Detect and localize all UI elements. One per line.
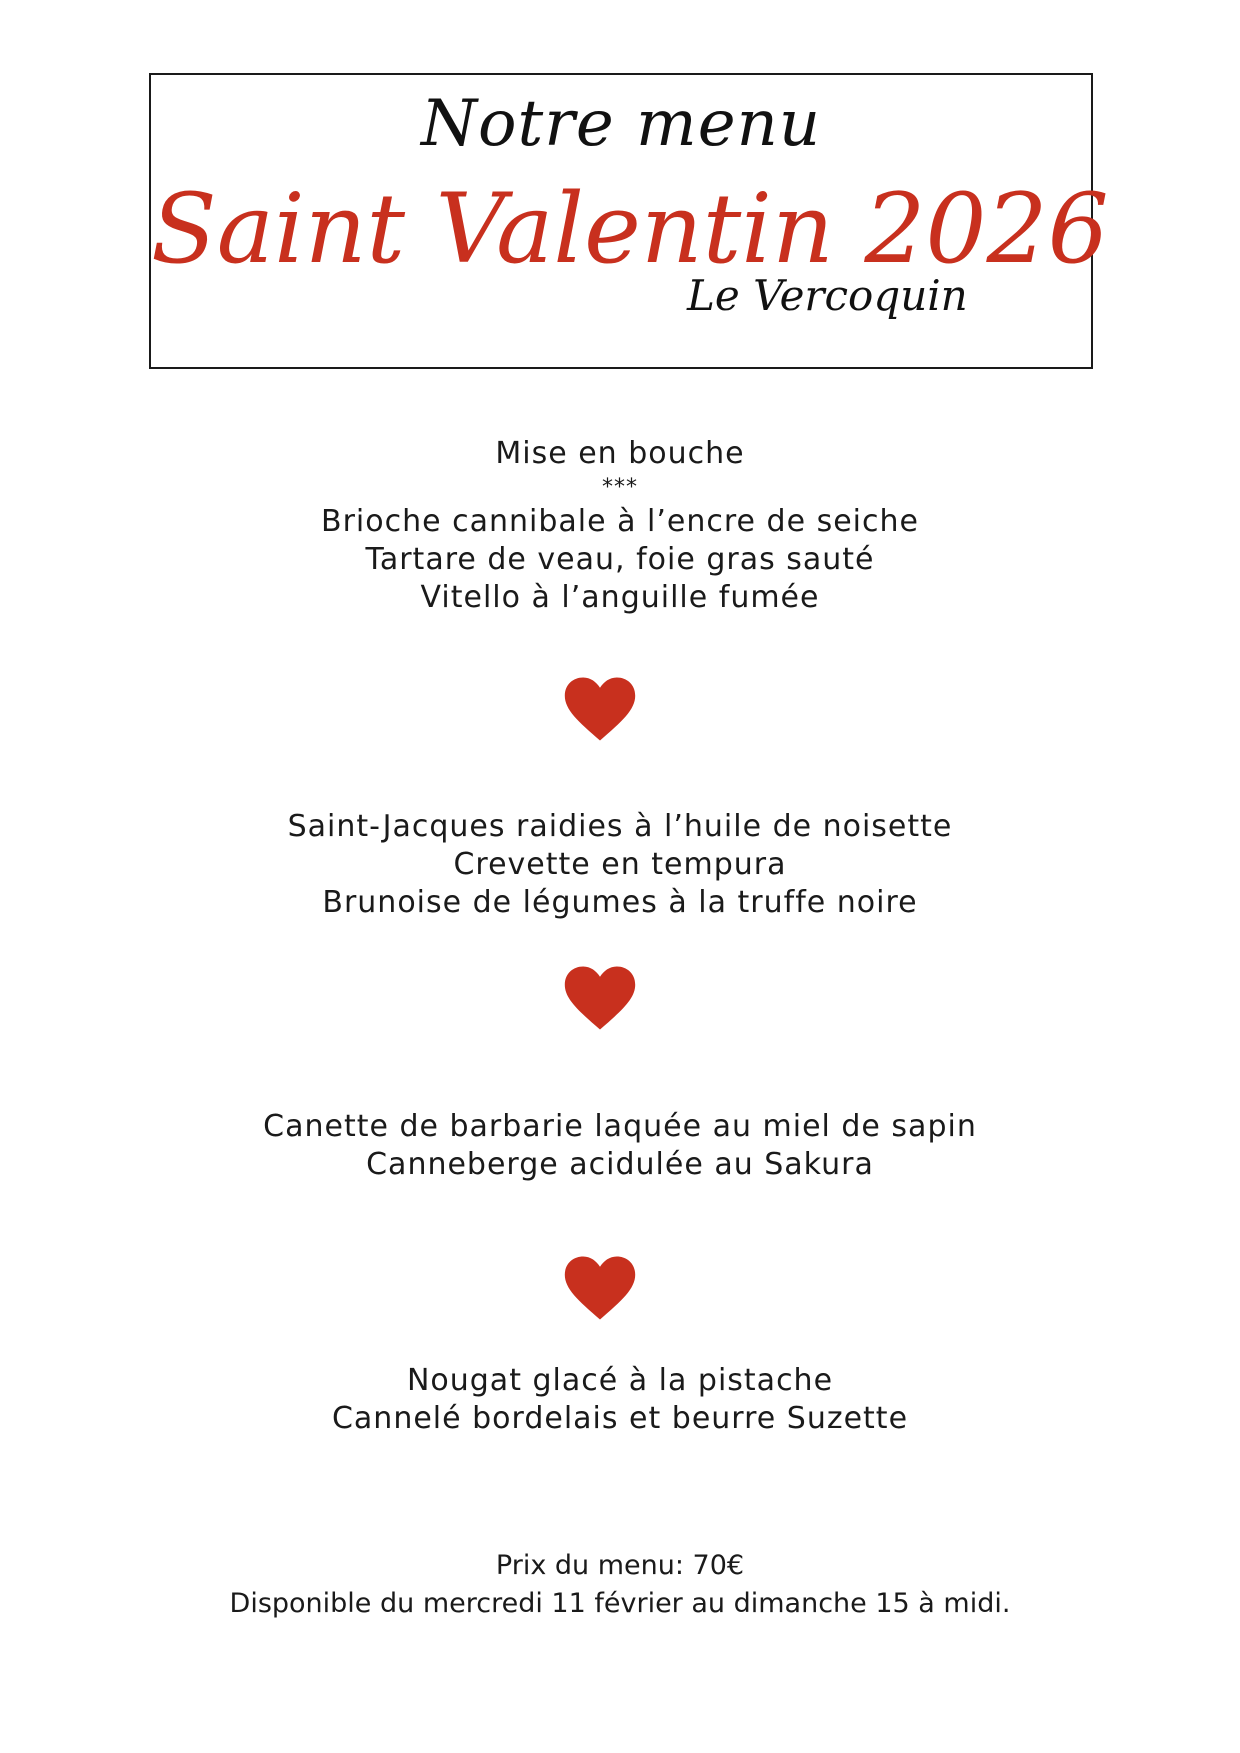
course-line: Brioche cannibale à l’encre de seiche: [321, 504, 919, 539]
menu-header-box: [149, 73, 1109, 369]
menu-subtitle: Saint Valentin 2026: [151, 173, 1109, 285]
restaurant-name: Le Vercoquin: [687, 271, 968, 320]
course-dessert: [0, 1362, 1240, 1438]
course-line: Vitello à l’anguille fumée: [420, 580, 820, 615]
menu-footer: [0, 1547, 1240, 1623]
heart-icon: [563, 676, 637, 742]
course-line: Canette de barbarie laquée au miel de sapin: [263, 1109, 977, 1144]
menu-availability: Disponible du mercredi 11 février au dimanche 15 à midi.: [229, 1588, 1011, 1619]
course-separator: ***: [602, 475, 638, 500]
course-line: Cannelé bordelais et beurre Suzette: [331, 1401, 909, 1436]
course-line: Crevette en tempura: [453, 847, 787, 882]
course-entree: [0, 808, 1240, 922]
heart-icon: [563, 1255, 637, 1321]
course-line: Tartare de veau, foie gras sauté: [365, 542, 875, 577]
course-line: Canneberge acidulée au Sakura: [366, 1147, 874, 1182]
heart-icon: [563, 965, 637, 1031]
menu-price: Prix du menu: 70€: [495, 1550, 745, 1581]
course-line: Brunoise de légumes à la truffe noire: [322, 885, 918, 920]
course-line: Saint-Jacques raidies à l’huile de noisette: [287, 809, 953, 844]
menu-title: Notre menu: [420, 87, 822, 161]
course-line: Mise en bouche: [495, 436, 745, 471]
course-line: Nougat glacé à la pistache: [406, 1363, 834, 1398]
course-plat: [0, 1108, 1240, 1184]
course-amuse-bouche: [0, 435, 1240, 617]
